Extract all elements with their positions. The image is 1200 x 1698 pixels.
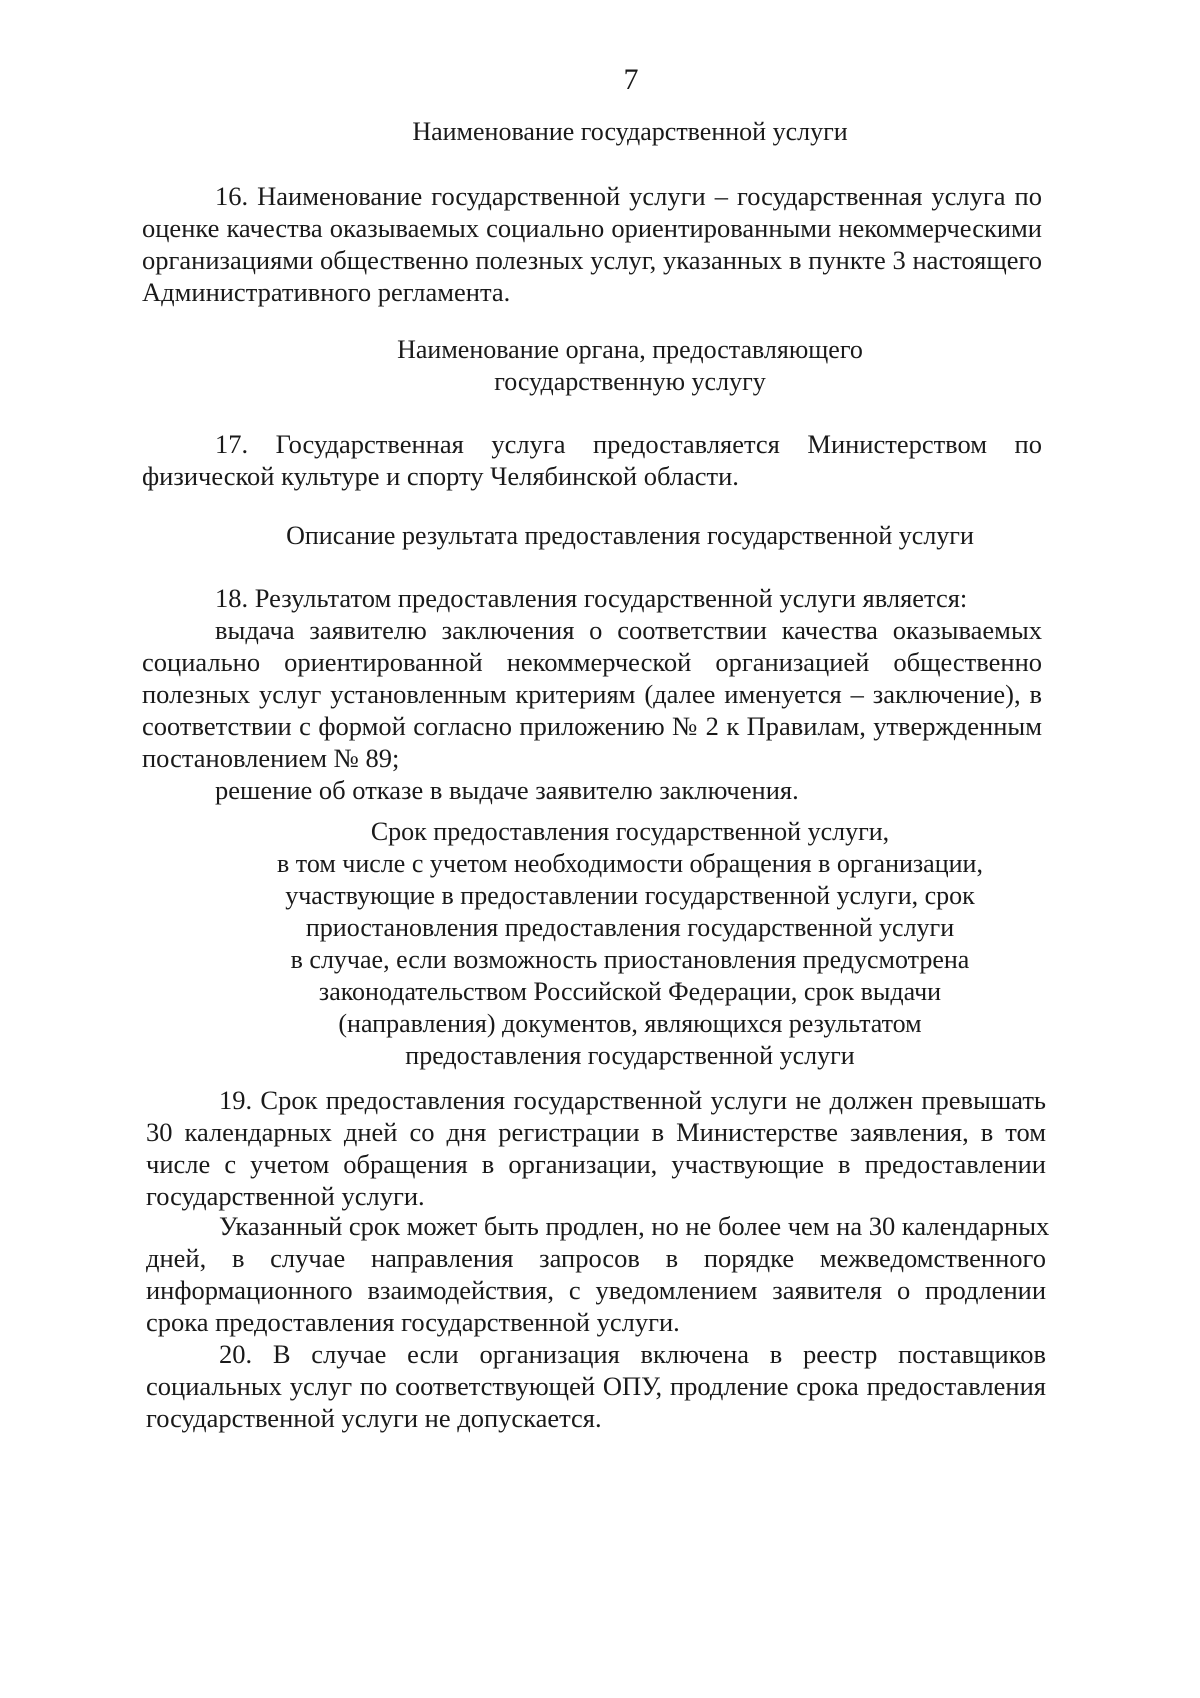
heading-line: законодательством Российской Федерации, срок выдачи — [318, 977, 942, 1006]
paragraph-line: 17. Государственная услуга предоставляется Министерством по — [215, 429, 1042, 459]
paragraph-19 — [146, 1084, 1046, 1212]
paragraph-16 — [142, 180, 1042, 308]
paragraph-18-item-2 — [142, 774, 1042, 806]
paragraph-line: срока предоставления государственной услуги. — [146, 1307, 680, 1337]
paragraph-line: числе с учетом обращения в организации, участвующие в предоставлении — [146, 1149, 1046, 1179]
paragraph-20 — [146, 1338, 1046, 1434]
paragraph-line: полезных услуг установленным критериям (далее именуется – заключение), в — [142, 679, 1042, 709]
section-heading-term — [230, 816, 1030, 1072]
paragraph-line: 19. Срок предоставления государственной услуги не должен превышать — [219, 1085, 1046, 1115]
heading-line: предоставления государственной услуги — [405, 1041, 855, 1070]
paragraph-line: оценке качества оказываемых социально ориентированными некоммерческими — [142, 213, 1042, 243]
heading-line: Наименование органа, предоставляющего — [397, 335, 863, 364]
heading-line: участвующие в предоставлении государственной услуги, срок — [285, 881, 975, 910]
paragraph-line: государственной услуги не допускается. — [146, 1403, 602, 1433]
section-heading-result — [230, 520, 1030, 552]
paragraph-line: социально ориентированной некоммерческой организацией общественно — [142, 647, 1042, 677]
paragraph-line: 30 календарных дней со дня регистрации в Министерстве заявления, в том — [146, 1117, 1046, 1147]
paragraph-line: 18. Результатом предоставления государственной услуги является: — [215, 583, 968, 613]
heading-line: Описание результата предоставления государственной услуги — [286, 521, 974, 550]
paragraph-line: 16. Наименование государственной услуги – государственная услуга по — [215, 181, 1042, 211]
heading-line: (направления) документов, являющихся результатом — [338, 1009, 922, 1038]
paragraph-line: выдача заявителю заключения о соответствии качества оказываемых — [215, 615, 1042, 645]
paragraph-18 — [142, 582, 1042, 614]
paragraph-line: организациями общественно полезных услуг, указанных в пункте 3 настоящего — [142, 245, 1042, 275]
paragraph-line: дней, в случае направления запросов в порядке межведомственного — [146, 1243, 1046, 1273]
section-heading-authority — [300, 334, 960, 398]
page-number: 7 — [623, 63, 639, 96]
paragraph-18-item-1 — [142, 614, 1042, 774]
paragraph-line: физической культуре и спорту Челябинской области. — [142, 461, 739, 491]
paragraph-line: соответствии с формой согласно приложению № 2 к Правилам, утвержденным — [142, 711, 1042, 741]
paragraph-19-extension — [146, 1210, 1050, 1338]
heading-line: в случае, если возможность приостановления предусмотрена — [290, 945, 970, 974]
heading-line: приостановления предоставления государственной услуги — [305, 913, 955, 942]
paragraph-line: решение об отказе в выдаче заявителю заключения. — [215, 775, 799, 805]
heading-line: Наименование государственной услуги — [412, 117, 848, 146]
paragraph-line: Указанный срок может быть продлен, но не более чем на 30 календарных — [219, 1211, 1050, 1241]
heading-line: государственную услугу — [494, 367, 766, 396]
paragraph-17 — [142, 428, 1042, 492]
paragraph-line: государственной услуги. — [146, 1181, 425, 1211]
paragraph-line: 20. В случае если организация включена в реестр поставщиков — [219, 1339, 1046, 1369]
paragraph-line: социальных услуг по соответствующей ОПУ, продление срока предоставления — [146, 1371, 1046, 1401]
paragraph-line: Административного регламента. — [142, 277, 511, 307]
heading-line: в том числе с учетом необходимости обращения в организации, — [277, 849, 983, 878]
paragraph-line: информационного взаимодействия, с уведомлением заявителя о продлении — [146, 1275, 1046, 1305]
paragraph-line: постановлением № 89; — [142, 743, 400, 773]
section-heading-service-name — [300, 116, 960, 148]
heading-line: Срок предоставления государственной услуги, — [370, 817, 890, 846]
